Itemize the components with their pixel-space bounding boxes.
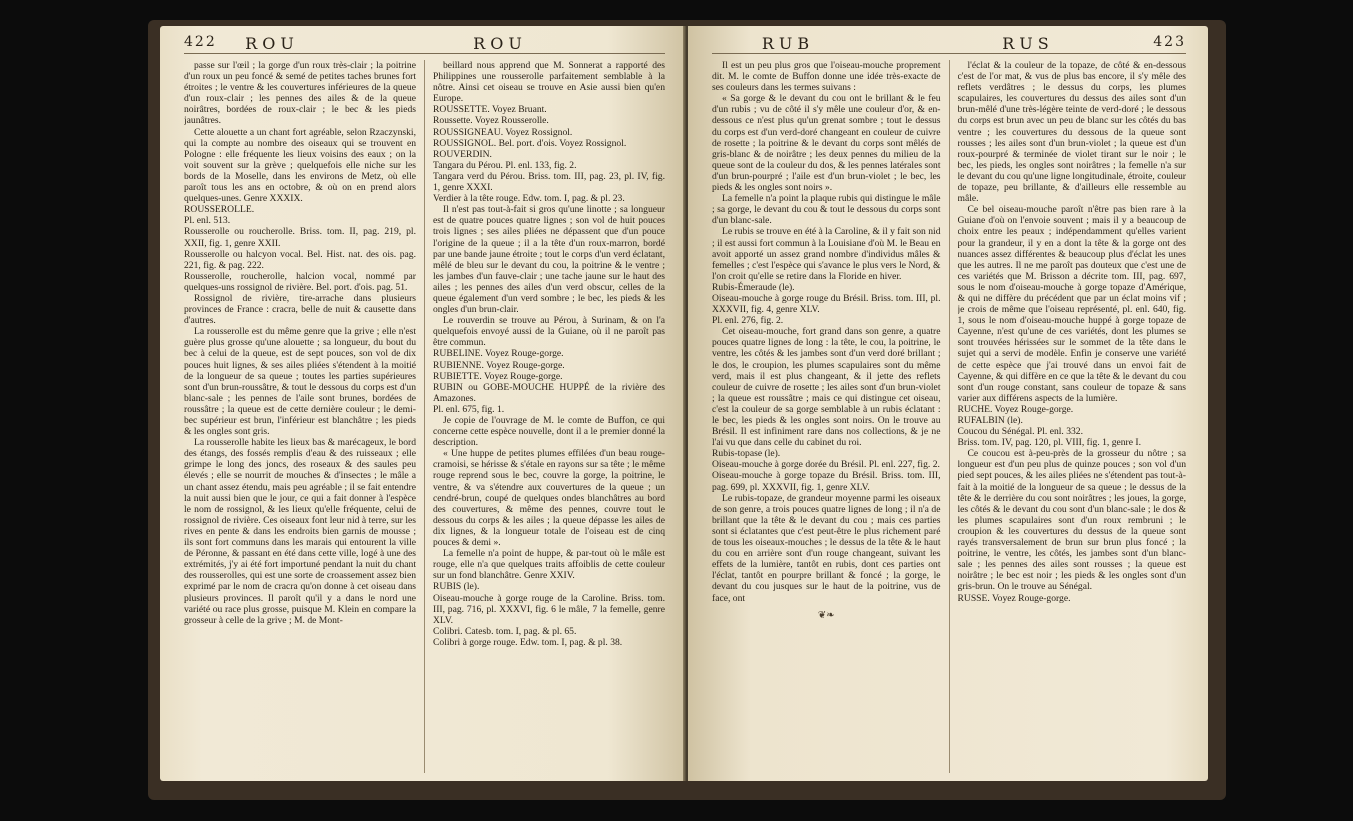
text-paragraph: Oiseau-mouche à gorge topaze du Brésil. Briss. tom. III, pag. 699, pl. XXXVII, fig. 1, genre XLV. xyxy=(712,470,941,493)
right-header-rule xyxy=(712,53,1186,54)
text-paragraph: Rubis-topase (le). xyxy=(712,448,781,460)
left-page xyxy=(160,26,687,781)
text-paragraph: Je copie de l'ouvrage de M. le comte de Buffon, ce qui concerne cette espèce nouvelle, dont il a le premier donné la description. xyxy=(433,415,665,449)
text-paragraph: Tangara du Pérou. Pl. enl. 133, fig. 2. xyxy=(433,159,577,171)
text-paragraph: RUSSE. Voyez Rouge-gorge. xyxy=(957,592,1071,604)
right-column-1 xyxy=(712,60,941,773)
text-paragraph: ROUSSETTE. Voyez Bruant. xyxy=(433,104,547,116)
left-page-columns xyxy=(184,60,665,773)
text-paragraph: Ce bel oiseau-mouche paroît n'être pas bien rare à la Guiane d'où on l'envoie souvent ; mais il y a beaucoup de choix entre les peaux ; indépendamment qu'elles varient pour la grandeur, il y en a dont la tête & la gorge ont des nuances assez différentes & beaucoup plus d'éclat les unes que les autres. Il ne me paroît pas douteux que c'est une de ces variétés que M. Brisson a décrite tom. III, pag. 697, sous le nom d'oiseau-mouche à gorge topaze d'Amérique, & qui ne diffère du précédent que par un éclat moins vif ; je crois de même que l'oiseau représenté, pl. enl. 640, fig. 1, sous le nom d'oiseau-mouche huppé à gorge topaze de Cayenne, n'est qu'une de ces variétés, dont les plumes se sont trouvées hérissées sur le sommet de la tête dans le sujet qui a servi de modèle. Enfin je conserve une variété de cette espèce que j'ai trouvé dans un envoi fait de Cayenne, & qui diffère en ce que la tête & le devant du cou sont d'un rouge constant, sans couleur de topaze & sans varier aux différens aspects de la lumière. xyxy=(957,204,1186,404)
text-paragraph: Colibri. Catesb. tom. I, pag. & pl. 65. xyxy=(433,625,577,637)
text-paragraph: Cet oiseau-mouche, fort grand dans son genre, a quatre pouces quatre lignes de long : la tête, le cou, la poitrine, le ventre, les côtés & les jambes sont d'un verd doré brillant ; le dos, le croupion, les plumes scapulaires sont du même verd, mais il est plus changeant, & il jette des reflets couleur de cuivre de rosette ; les ailes sont d'un brun-violet ; la queue est roussâtre ; mais ce qui distingue cet oiseau, c'est la couleur de sa gorge semblable à un rubis éclatant : le bec, les pieds & les ongles sont noirs. On le trouve au Brésil. Il est infiniment rare dans nos collections, & je ne l'ai vu que dans celle du cabinet du roi. xyxy=(712,326,941,449)
right-running-head-2: RUS xyxy=(1002,34,1054,53)
text-paragraph: Oiseau-mouche à gorge dorée du Brésil. Pl. enl. 227, fig. 2. xyxy=(712,459,940,471)
left-page-number: 422 xyxy=(184,34,217,50)
text-paragraph: ROUVERDIN. xyxy=(433,148,492,160)
text-paragraph: RUBIN ou GOBE-MOUCHE HUPPÉ de la rivière des Amazones. xyxy=(433,381,665,404)
text-paragraph: Roussette. Voyez Rousserolle. xyxy=(433,115,549,127)
text-paragraph: Rubis-Émeraude (le). xyxy=(712,281,795,293)
text-paragraph: passe sur l'œil ; la gorge d'un roux très-clair ; la poitrine d'un roux un peu foncé & semé de petites taches brunes fort étroites ; le ventre & les couvertures inférieures de la queue d'un roux-clair ; les pennes des ailes & de la queue noirâtres, bordées de roux-clair ; le bec & les pieds jaunâtres. xyxy=(184,60,416,127)
text-paragraph: Pl. enl. 276, fig. 2. xyxy=(712,315,784,327)
left-column-divider xyxy=(424,60,425,773)
text-paragraph: RUBIS (le). xyxy=(433,581,480,593)
text-paragraph: La femelle n'a point de huppe, & par-tout où le mâle est rouge, elle n'a que quelques traits affoiblis de cette couleur sur un fond blanchâtre. Genre XXIV. xyxy=(433,548,665,582)
text-paragraph: « Sa gorge & le devant du cou ont le brillant & le feu d'un rubis ; vu de côté il s'y mêle une couleur d'or, & en-dessous ce n'est plus qu'un grenat sombre ; tout le dessus du corps est d'un verd-doré changeant en couleur de cuivre de rosette ; la poitrine & le devant du corps sont mêlés de gris-blanc & de noirâtre ; les deux pennes du milieu de la queue sont de la couleur du dos, & les pennes latérales sont d'un brun-pourpré ; l'aile est d'un brun-violet ; le bec, les pieds & les ongles sont noirs ». xyxy=(712,93,941,194)
text-paragraph: Rossignol de rivière, tire-arrache dans plusieurs provinces de France : cracra, belle de nuit & causette dans d'autres. xyxy=(184,292,416,327)
text-paragraph: Rousserolle ou roucherolle. Briss. tom. II, pag. 219, pl. XXII, fig. 1, genre XXII. xyxy=(184,226,416,249)
text-paragraph: ROUSSIGNOL. Bel. port. d'ois. Voyez Rossignol. xyxy=(433,137,627,149)
right-column-divider xyxy=(949,60,950,773)
text-paragraph: RUFALBIN (le). xyxy=(957,415,1023,426)
text-paragraph: RUBELINE. Voyez Rouge-gorge. xyxy=(433,348,564,360)
right-page-number: 423 xyxy=(1153,34,1186,50)
text-paragraph: Le rubis se trouve en été à la Caroline, & il y fait son nid ; il est aussi fort commun à la Louisiane d'où M. le Beau en avoit apporté un assez grand nombre d'individus mâles & femelles ; c'est l'espèce qui s'avance le plus vers le Nord, & l'on croit qu'elle se retire dans la Floride en hiver. xyxy=(712,226,941,282)
right-page-columns xyxy=(712,60,1186,773)
text-paragraph: Le rubis-topaze, de grandeur moyenne parmi les oiseaux de son genre, a trois pouces quatre lignes de long ; il n'a de brillant que la tête & le devant du cou ; mais ces parties sont si éclatantes que c'est peut-être le plus richement paré de tous les oiseaux-mouches ; le dessus de la tête & le haut du cou en arrière sont d'un rouge changeant, suivant les effets de la lumière, tantôt en rubis, dont ces parties ont l'éclat, tantôt en pourpre brillant & foncé ; la gorge, le devant du cou jusques sur le haut de la poitrine, vus de face, ont xyxy=(712,492,941,604)
text-paragraph: Cette alouette a un chant fort agréable, selon Rzaczynski, qui la compte au nombre des oiseaux qui se trouvent en Pologne : elle fréquente les lieux voisins des eaux ; on la voit souvent sur la grève ; quelquefois elle niche sur les bords de la Moselle, dans les environs de Metz, où elle paroît tous les ans en octobre, & où on en prend alors quelques-unes. Genre XXXIX. xyxy=(184,126,416,205)
text-paragraph: Tangara verd du Pérou. Briss. tom. III, pag. 23, pl. IV, fig. 1, genre XXXI. xyxy=(433,170,665,194)
text-paragraph: RUBIETTE. Voyez Rouge-gorge. xyxy=(433,370,563,382)
text-paragraph: l'éclat & la couleur de la topaze, de côté & en-dessous c'est de l'or mat, & vus de plus bas encore, il s'y mêle des reflets verdâtres ; le dessus du corps, les plumes scapulaires, les couvertures du dessus des ailes sont d'un brun-mêlé d'une très-légère teinte de verd-doré ; le dessous du corps est brun avec un peu de blanc sur les côtés du bas ventre ; les couvertures du dessous de la queue sont rousses ; les ailes sont d'un brun-violet ; la queue est d'un roux-pourpré & terminée de violet tirant sur le noir ; le bec, les pieds, les ongles sont noirâtres ; la femelle n'a sur le devant du cou qu'une ligne longitudinale, étroite, couleur de topaze, peu brillante, & d'ailleurs elle ressemble au mâle. xyxy=(957,60,1186,205)
text-paragraph: Ce coucou est à-peu-près de la grosseur du nôtre ; sa longueur est d'un peu plus de quinze pouces ; son vol d'un pied sept pouces, & les ailes pliées ne s'étendent pas tout-à-fait à la moitié de la longueur de sa queue ; le dessus de la tête & le derrière du cou sont noirâtres ; les joues, la gorge, les côtés & le devant du cou sont d'un blanc-sale ; le dos & les plumes scapulaires sont d'un roux rembruni ; le croupion & les couvertures du dessus de la queue sont rayés transversalement de brun sur brun plus foncé ; la poitrine, le ventre, les côtés, les jambes sont d'un blanc-sale ; les pennes des ailes sont rousses ; la queue est noirâtre ; le bec est noir ; les pieds & les ongles sont d'un gris-brun. On le trouve au Sénégal. xyxy=(957,448,1186,593)
text-paragraph: Oiseau-mouche à gorge rouge du Brésil. Briss. tom. III, pl. XXXVII, fig. 4, genre XLV. xyxy=(712,292,941,316)
right-column-2 xyxy=(958,60,1187,773)
text-paragraph: Coucou du Sénégal. Pl. enl. 332. xyxy=(957,426,1084,438)
text-paragraph: Rousserolle ou halcyon vocal. Bel. Hist. nat. des ois. pag. 221, fig. & pag. 222. xyxy=(184,248,416,271)
text-paragraph: La rousserolle habite les lieux bas & marécageux, le bord des étangs, des fossés remplis d'eau & des ruisseaux ; elle grimpe le long des joncs, des roseaux & des saules peu élevés ; elle se nourrit de mouches & d'insectes ; le mâle a un chant assez étendu, mais peu agréable ; il se fait entendre la nuit aussi bien que le jour, ce qui a fait donner à l'espèce le nom de rossignol, & les lieux qu'elle fréquente, celui de rossignol de rivière. Ces oiseaux font leur nid à terre, sur les rives en pente & dans les endroits bien garnis de mousse ; ils sont fort communs dans les marais qui entourent la ville de Péronne, & passant en été dans cette ville, logé à une des extrémités, j'y ai été fort importuné pendant la nuit du chant des rousserolles, qui est une sorte de croassement assez bien exprimé par le nom de cracra qu'on donne à cet oiseau dans plusieurs provinces. Il paroît qu'il y a dans le nord une variété ou race plus grosse, puisque M. Klein en compare la grosseur à celle de la grive ; M. de Mont- xyxy=(184,437,416,626)
text-paragraph: ROUSSIGNEAU. Voyez Rossignol. xyxy=(433,126,573,138)
left-column-2 xyxy=(433,60,665,773)
text-paragraph: Pl. enl. 513. xyxy=(184,215,231,227)
text-paragraph: Il est un peu plus gros que l'oiseau-mouche proprement dit. M. le comte de Buffon donne une idée très-exacte de ses couleurs dans les termes suivans : xyxy=(712,60,941,94)
text-paragraph: La femelle n'a point la plaque rubis qui distingue le mâle ; sa gorge, le devant du cou & tout le dessous du corps sont d'un blanc-sale. xyxy=(712,193,941,227)
left-running-head-2: ROU xyxy=(473,34,527,53)
text-paragraph: RUCHE. Voyez Rouge-gorge. xyxy=(957,403,1074,415)
right-page xyxy=(688,26,1208,781)
end-ornament: ❦❧ xyxy=(817,609,835,621)
text-paragraph: RUBIENNE. Voyez Rouge-gorge. xyxy=(433,359,565,371)
right-running-head-1: RUB xyxy=(761,34,815,53)
text-paragraph: « Une huppe de petites plumes effilées d'un beau rouge-cramoisi, se hérisse & s'étale en rayons sur sa tête ; le même rouge reprend sous le bec, couvre la gorge, la poitrine, le ventre, & va s'étendre aux couvertures de la queue ; un cendré-brun, coupé de quelques ondes blanchâtres au bord des couvertures, & même des pennes, couvre tout le dessous du corps & les ailes ; la queue dépasse les ailes de dix lignes, & la longueur totale de l'oiseau est de cinq pouces & demi ». xyxy=(433,448,665,549)
text-paragraph: Rousserolle, roucherolle, halcion vocal, nommé par quelques-uns rossignol de rivière. Bel. port. d'ois. pag. 51. xyxy=(184,270,416,293)
text-paragraph: Colibri à gorge rouge. Edw. tom. I, pag. & pl. 38. xyxy=(433,636,623,648)
left-header-rule xyxy=(184,53,665,54)
left-running-head-1: ROU xyxy=(245,34,299,53)
left-column-1 xyxy=(184,60,416,773)
text-paragraph: beillard nous apprend que M. Sonnerat a rapporté des Philippines une rousserolle parfaitement semblable à la nôtre. Ainsi cet oiseau se trouve en Asie aussi bien qu'en Europe. xyxy=(433,60,665,105)
text-paragraph: Il n'est pas tout-à-fait si gros qu'une linotte ; sa longueur est de quatre pouces quatre lignes ; son vol de huit pouces trois lignes ; ses ailes pliées ne dépassent que d'un pouce l'origine de la queue ; il a la tête d'un roux-marron, bordé par une bande jaune étroite ; tout le corps d'un verd éclatant, mêlé de bleu sur le devant du cou, la poitrine & le ventre ; les jambes d'un fauve-clair ; une tache jaune sur le haut des ailes ; les pennes des ailes d'un verd obscur, celles de la queue également d'un verd sombre ; le bec, les pieds & les ongles d'un brun-clair. xyxy=(433,204,665,316)
text-paragraph: Briss. tom. IV, pag. 120, pl. VIII, fig. 1, genre I. xyxy=(957,437,1142,449)
text-paragraph: Verdier à la tête rouge. Edw. tom. I, pag. & pl. 23. xyxy=(433,193,625,205)
text-paragraph: La rousserolle est du même genre que la grive ; elle n'est guère plus grosse qu'une alouette ; sa longueur, du bout du bec à celui de la queue, est de sept pouces, son vol de dix pouces huit lignes, & ses ailes pliées s'étendent à la moitié de la longueur de sa queue ; toutes les parties supérieures sont d'un brun-roussâtre, & tout le dessous du corps est d'un blanc-sale ; les pennes de l'aile sont brunes, bordées de roussâtre ; la queue est de cette dernière couleur ; le demi-bec supérieur est brun, l'inférieur est blanchâtre ; les pieds & les ongles sont gris. xyxy=(184,326,416,438)
text-paragraph: Oiseau-mouche à gorge rouge de la Caroline. Briss. tom. III, pag. 716, pl. XXXVI, fig. 6 le mâle, 7 la femelle, genre XLV. xyxy=(433,592,665,626)
text-paragraph: Le rouverdin se trouve au Pérou, à Surinam, & on l'a quelquefois envoyé aussi de la Guiane, où il ne paroît pas être commun. xyxy=(433,315,665,349)
text-paragraph: ROUSSEROLLE. xyxy=(184,204,255,216)
text-paragraph: Pl. enl. 675, fig. 1. xyxy=(433,403,505,415)
